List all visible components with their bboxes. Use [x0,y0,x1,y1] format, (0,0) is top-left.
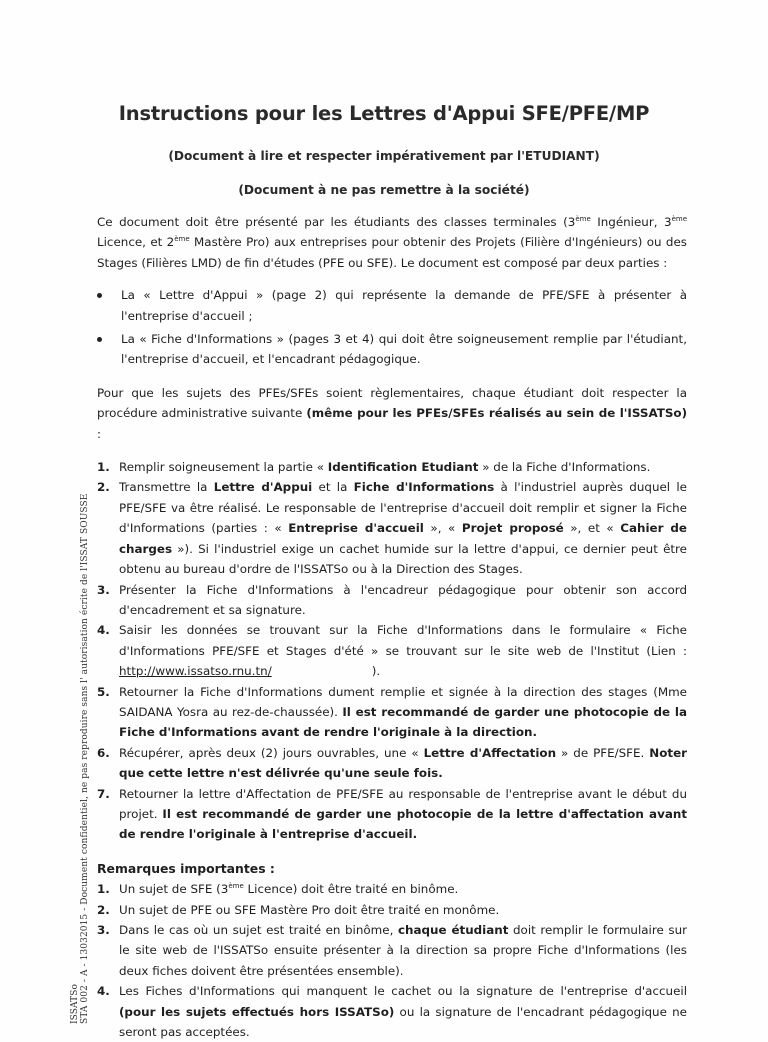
step-item [97,620,687,681]
step-text: Transmettre la [119,480,214,495]
remark-item [97,879,687,899]
remark-text: Les Fiches d'Informations qui manquent le cachet ou la signature de l'entreprise d'accueil [119,984,687,999]
intro-text: Mastère Pro) aux entreprises pour obtenir des Projets (Filière d'Ingénieurs) ou des Stages (Filières LMD) de fin d'études (PFE ou SFE). Le document est composé par deux parties : [97,235,687,270]
intro-text: Licence, et 2 [97,235,175,250]
remark-text: Un sujet de SFE (3 [119,882,229,897]
step-text: et la [312,480,354,495]
step-number: 5. [97,684,110,699]
step-emphasis: Projet proposé [461,521,564,536]
step-item [97,682,687,743]
bullet-icon [97,293,102,298]
procedure-intro [97,383,687,444]
remark-number: 3. [97,923,110,937]
document-title: Instructions pour les Lettres d'Appui SFE/PFE/MP [118,102,650,125]
step-text: Saisir les données se trouvant sur la Fiche d'Informations dans le formulaire « Fiche d'Informations PFE/SFE et Stages d'été » se trouvant sur le site web de l'Institut (Lien : [119,623,687,658]
step-emphasis: Identification Etudiant [327,460,479,475]
step-item [97,784,687,845]
remarks-heading: Remarques importantes : [97,860,275,876]
remark-emphasis: chaque étudiant [397,923,509,937]
bullet-text: La « Fiche d'Informations » (pages 3 et 4) qui doit être soigneusement remplie par l'étudiant, l'entreprise d'accueil, et l'encadrant pédagogique. [121,332,687,367]
step-text: ). [371,664,381,679]
remark-item [97,981,687,1042]
remark-item [97,900,687,920]
remarks-list [97,879,687,1042]
superscript: ème [671,215,688,223]
document-subtitle-not-submit: (Document à ne pas remettre à la société) [238,183,530,197]
remark-number: 1. [97,882,110,897]
document-body [97,212,687,1042]
step-emphasis: Il est recommandé de garder une photocopie de la lettre d'affectation avant de rendre l'originale à l'entreprise d'accueil. [119,806,687,842]
footer-line: ISSATSo [70,983,80,1024]
step-item [97,457,687,477]
step-number: 3. [97,582,110,597]
step-text: »). Si l'industriel exige un cachet humide sur la lettre d'appui, ce dernier peut être obtenu au bureau d'ordre de l'ISSATSo ou à la Direction des Stages. [119,541,687,577]
step-text: », « [423,521,462,536]
step-emphasis: Il est recommandé de garder une photocopie de la Fiche d'Informations avant de rendre l'originale à la direction. [119,704,687,740]
step-number: 6. [97,745,110,760]
list-item [97,329,687,370]
procedure-emphasis: (même pour les PFEs/SFEs réalisés au sein de l'ISSATSo) [306,406,688,421]
institute-website-link[interactable]: http://www.issatso.rnu.tn/ [119,664,272,679]
step-emphasis: Lettre d'Appui [213,480,313,495]
intro-paragraph [97,212,687,273]
step-number: 4. [97,623,110,638]
step-number: 7. [97,786,110,801]
confidentiality-footer [70,493,90,1024]
superscript: ème [228,882,244,891]
remark-text: Un sujet de PFE ou SFE Mastère Pro doit être traité en monôme. [119,902,500,917]
step-text: Présenter la Fiche d'Informations à l'encadreur pédagogique pour obtenir son accord d'encadrement et sa signature. [119,582,687,617]
step-text: », et « [563,521,621,536]
parts-list [97,285,687,370]
procedure-steps [97,457,687,845]
remark-text: Dans le cas où un sujet est traité en binôme, [119,923,398,937]
remark-text: doit remplir le formulaire sur le site web de l'ISSATSo ensuite présenter à la direction sa propre Fiche d'Informations (les deux fiches doivent être présentées ensemble). [119,923,687,978]
superscript: ème [174,235,190,244]
step-item [97,580,687,621]
step-item [97,477,687,579]
step-item [97,743,687,784]
intro-text: Ce document doit être présenté par les étudiants des classes terminales (3 [97,215,576,229]
step-emphasis: Noter que cette lettre n'est délivrée qu'une seule fois. [119,745,688,781]
remark-text: Licence) doit être traité en binôme. [243,882,459,897]
remark-number: 2. [97,902,110,917]
bullet-text: La « Lettre d'Appui » (page 2) qui représente la demande de PFE/SFE à présenter à l'entreprise d'accueil ; [121,288,687,323]
remark-number: 4. [97,984,110,999]
superscript: ème [575,215,591,223]
intro-text: Ingénieur, 3 [590,215,672,229]
step-text: » de la Fiche d'Informations. [478,460,651,475]
document-subtitle-read: (Document à lire et respecter impérativement par l'ETUDIANT) [168,149,600,163]
procedure-text: : [97,426,102,441]
remark-emphasis: (pour les sujets effectués hors ISSATSo) [119,1004,395,1019]
step-text: Retourner la Fiche d'Informations dument remplie et signée à la direction des stages (Mme SAIDANA Yosra au rez-de-chaussée). [119,684,687,719]
footer-line: STA 002 - A - 13032015 - Document confidentiel, ne pas reproduire sans l' autorisation écrite de l'ISSAT SOUSSE [80,493,90,1024]
procedure-text: Pour que les sujets des PFEs/SFEs soient règlementaires, chaque étudiant doit respecter la procédure administrative suivante [97,385,687,421]
step-emphasis: Entreprise d'accueil [288,521,424,536]
step-number: 2. [97,480,110,495]
step-emphasis: Cahier de charges [119,521,687,556]
step-emphasis: Fiche d'Informations [353,480,495,495]
step-emphasis: Lettre d'Affectation [423,745,557,760]
step-text: » de PFE/SFE. [556,745,650,760]
step-text: Retourner la lettre d'Affectation de PFE/SFE au responsable de l'entreprise avant le début du projet. [119,786,687,821]
remark-item [97,920,687,981]
remark-text: ou la signature de l'encadrant pédagogique ne seront pas acceptées. [119,1004,687,1040]
step-text: Récupérer, après deux (2) jours ouvrables, une « [119,745,424,760]
list-item [97,285,687,326]
bullet-icon [97,337,102,342]
step-text: à l'industriel auprès duquel le PFE/SFE va être réalisé. Le responsable de l'entreprise d'accueil doit remplir et signer la Fiche d'Informations (parties : « [119,480,687,536]
step-number: 1. [97,460,110,475]
step-text: Remplir soigneusement la partie « [119,460,328,475]
